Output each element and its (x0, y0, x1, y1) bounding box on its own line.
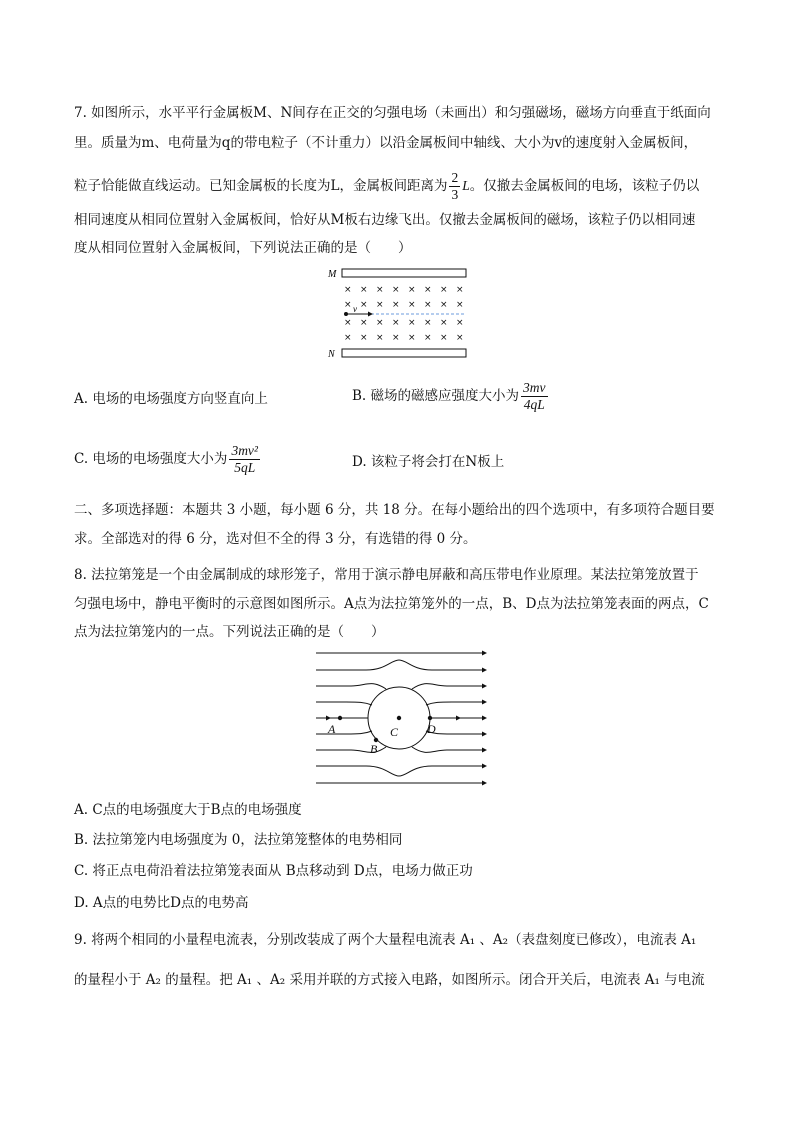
plate-n (342, 349, 466, 357)
cross-mark: × (424, 300, 432, 310)
cross-mark: × (440, 318, 448, 328)
q8-option-a[interactable]: A. C点的电场强度大于B点的电场强度 (74, 802, 302, 818)
field-line-7b (412, 747, 482, 752)
cross-mark: × (376, 333, 384, 343)
q7-option-b-den: 4qL (523, 397, 545, 412)
cross-mark: × (344, 318, 352, 328)
cross-mark: × (360, 318, 368, 328)
q7-label-n: N (328, 349, 335, 360)
point-d-dot (428, 716, 432, 720)
q7-label-m: M (328, 269, 337, 280)
cross-mark: × (392, 300, 400, 310)
q7-label-v: v (353, 304, 357, 314)
q7-option-c-fraction (229, 443, 260, 476)
cross-mark: × (408, 333, 416, 343)
cross-mark: × (456, 300, 464, 310)
q7-option-b-num: 3mv (523, 380, 546, 395)
cross-mark: × (344, 285, 352, 295)
plate-m (342, 269, 466, 277)
q7-fraction (449, 170, 460, 203)
cross-mark: × (392, 333, 400, 343)
q7-fraction-var: L (462, 178, 470, 193)
cross-mark: × (456, 285, 464, 295)
cross-mark: × (392, 285, 400, 295)
q8-figure-faraday-cage (306, 645, 492, 791)
q7-line-3-text-a: 粒子恰能做直线运动。已知金属板的长度为L，金属板间距离为 (74, 178, 448, 194)
label-a: A (328, 722, 336, 736)
q7-option-b-text: B. 磁场的磁感应强度大小为 (352, 388, 520, 404)
q8-option-c[interactable]: C. 将正点电荷沿着法拉第笼表面从 B点移动到 D点，电场力做正功 (74, 863, 473, 879)
q8-option-b[interactable]: B. 法拉第笼内电场强度为 0，法拉第笼整体的电势相同 (74, 832, 403, 848)
cross-mark: × (376, 285, 384, 295)
q7-option-c-num: 3mv² (231, 443, 258, 458)
velocity-arrowhead (368, 312, 373, 317)
cross-mark: × (424, 285, 432, 295)
field-line-4b (426, 702, 482, 705)
q7-option-c-text: C. 电场的电场强度大小为 (74, 451, 228, 467)
q7-option-c[interactable] (74, 443, 262, 476)
field-line-2 (316, 660, 482, 670)
cross-mark: × (440, 285, 448, 295)
label-c: C (390, 725, 399, 739)
cross-mark: × (408, 300, 416, 310)
q7-option-d[interactable]: D. 该粒子将会打在N板上 (352, 454, 505, 470)
field-line-3 (316, 684, 386, 689)
point-c-dot (397, 716, 401, 720)
cross-mark: × (344, 300, 352, 310)
cross-mark: × (440, 300, 448, 310)
q7-option-b[interactable] (352, 380, 550, 413)
field-line-4 (316, 702, 372, 705)
cross-mark: × (424, 333, 432, 343)
field-line-3b (412, 684, 482, 689)
cross-mark: × (376, 300, 384, 310)
cross-mark: × (408, 285, 416, 295)
q7-line-2: 里。质量为m、电荷量为q的带电粒子（不计重力）以沿金属板间中轴线、大小为v的速度射入金属板间， (74, 135, 698, 151)
cross-mark: × (424, 318, 432, 328)
cross-mark: × (360, 333, 368, 343)
cross-mark: × (456, 318, 464, 328)
q8-line-3: 点为法拉第笼内的一点。下列说法正确的是（ ） (74, 624, 385, 640)
q7-line-1: 7. 如图所示，水平平行金属板M、N间存在正交的匀强电场（未画出）和匀强磁场，磁场方向垂直于纸面向 (74, 105, 711, 121)
q7-option-c-den: 5qL (234, 460, 256, 475)
q9-line-1: 9. 将两个相同的小量程电流表，分别改装成了两个大量程电流表 A₁ 、A₂（表盘刻度已修改），电流表 A₁ (74, 932, 697, 948)
section2-line-1: 二、多项选择题：本题共 3 小题，每小题 6 分，共 18 分。在每小题给出的四个选项中，有多项符合题目要 (74, 502, 715, 518)
field-line-6 (316, 731, 372, 734)
cross-mark: × (360, 285, 368, 295)
cross-mark: × (456, 333, 464, 343)
q7-line-3-text-b: 。仅撤去金属板间的电场，该粒子仍以 (469, 178, 700, 194)
cross-mark: × (344, 333, 352, 343)
field-line-8 (316, 766, 482, 776)
q7-fraction-den: 3 (451, 187, 459, 202)
q8-line-2: 匀强电场中，静电平衡时的示意图如图所示。A点为法拉第笼外的一点，B、D点为法拉第笼表面的两点，C (74, 596, 709, 612)
cross-mark: × (408, 318, 416, 328)
point-a-dot (338, 716, 342, 720)
q8-option-d[interactable]: D. A点的电势比D点的电势高 (74, 895, 249, 911)
cross-mark: × (376, 318, 384, 328)
q7-line-4: 相同速度从相同位置射入金属板间，恰好从M板右边缘飞出。仅撤去金属板间的磁场，该粒子仍以相同速 (74, 212, 696, 228)
cross-mark: × (360, 300, 368, 310)
q7-option-b-fraction (521, 380, 548, 413)
cross-mark: × (392, 318, 400, 328)
cross-mark: × (440, 333, 448, 343)
q7-figure-plates (320, 262, 480, 362)
q7-option-a[interactable]: A. 电场的电场强度方向竖直向上 (74, 391, 268, 407)
q7-line-3 (74, 170, 699, 203)
q7-fraction-num: 2 (451, 170, 459, 185)
label-d: D (427, 722, 436, 736)
q9-line-2: 的量程小于 A₂ 的量程。把 A₁ 、A₂ 采用并联的方式接入电路，如图所示。闭合开关后，电流表 A₁ 与电流 (74, 972, 705, 988)
label-b: B (370, 742, 378, 756)
q7-line-5: 度从相同位置射入金属板间，下列说法正确的是（ ） (74, 240, 412, 256)
section2-line-2: 求。全部选对的得 6 分，选对但不全的得 3 分，有选错的得 0 分。 (74, 531, 477, 547)
q8-line-1: 8. 法拉第笼是一个由金属制成的球形笼子，常用于演示静电屏蔽和高压带电作业原理。某法拉第笼放置于 (74, 567, 699, 583)
